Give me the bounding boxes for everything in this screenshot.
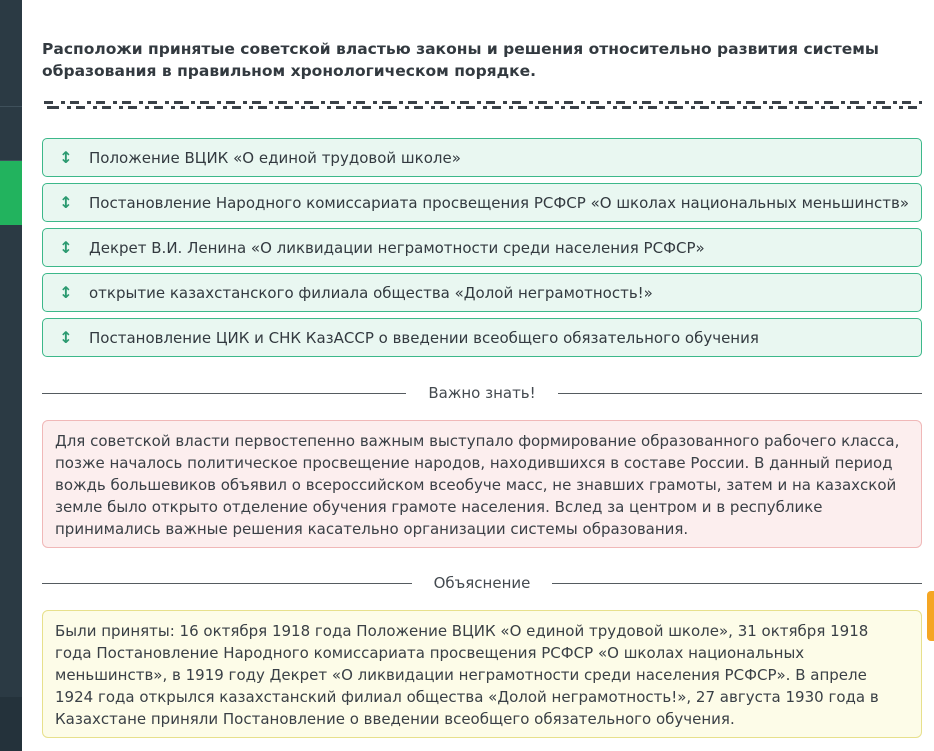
sortable-item[interactable] — [42, 183, 922, 222]
important-divider — [42, 382, 922, 404]
sortable-item[interactable] — [42, 228, 922, 267]
sortable-item-label: Постановление Народного комиссариата просвещения РСФСР «О школах национальных меньшинств» — [89, 193, 910, 212]
sortable-item[interactable] — [42, 318, 922, 357]
sortable-list — [42, 138, 922, 363]
important-note-box — [42, 420, 922, 548]
sidebar — [0, 0, 22, 751]
sidebar-separator — [0, 106, 22, 107]
sortable-item-label: Положение ВЦИК «О единой трудовой школе» — [89, 148, 461, 167]
sidebar-bottom — [0, 697, 22, 751]
explanation-box — [42, 610, 922, 738]
explanation-text: Были приняты: 16 октября 1918 года Положение ВЦИК «О единой трудовой школе», 31 октября 1918 года Постановление Народного комиссариата просвещения РСФСР «О школах национальных меньшинств», в 1919 году Декрет «О ликвидации неграмотности среди населения РСФСР». В апреле 1924 года открылся казахстанский филиал общества «Долой неграмотность!», 27 августа 1930 года в Казахстане приняли Постановление о введении всеобщего обязательного обучения. — [55, 622, 879, 728]
question-text: Расположи принятые советской властью законы и решения относительно развития системы образования в правильном хронологическом порядке. — [42, 40, 879, 80]
answer-placeholder-strip — [44, 101, 922, 109]
explanation-divider — [42, 572, 922, 594]
drag-handle-icon[interactable]: ↕ — [59, 238, 73, 257]
feedback-tab[interactable] — [927, 591, 934, 641]
sortable-item[interactable] — [42, 138, 922, 177]
explanation-title: Объяснение — [433, 574, 531, 592]
sortable-item-label: Постановление ЦИК и СНК КазАССР о введении всеобщего обязательного обучения — [89, 328, 759, 347]
drag-handle-icon[interactable]: ↕ — [59, 283, 73, 302]
sortable-item[interactable] — [42, 273, 922, 312]
sidebar-active-item[interactable] — [0, 161, 22, 225]
drag-handle-icon[interactable]: ↕ — [59, 328, 73, 347]
sortable-item-label: Декрет В.И. Ленина «О ликвидации неграмотности среди населения РСФСР» — [89, 238, 705, 257]
sortable-item-label: открытие казахстанского филиала общества «Долой неграмотность!» — [89, 283, 653, 302]
drag-handle-icon[interactable]: ↕ — [59, 193, 73, 212]
important-title: Важно знать! — [428, 384, 536, 402]
drag-handle-icon[interactable]: ↕ — [59, 148, 73, 167]
important-note-text: Для советской власти первостепенно важным выступало формирование образованного рабочего класса, позже началось политическое просвещение народов, находившихся в составе России. В данный период вождь большевиков объявил о всероссийском всеобуче масс, не знавших грамоты, затем и на казахской земле было открыто отделение обучения грамоте населения. Вслед за центром и в республике принимались важные решения касательно организации системы образования. — [55, 432, 900, 538]
